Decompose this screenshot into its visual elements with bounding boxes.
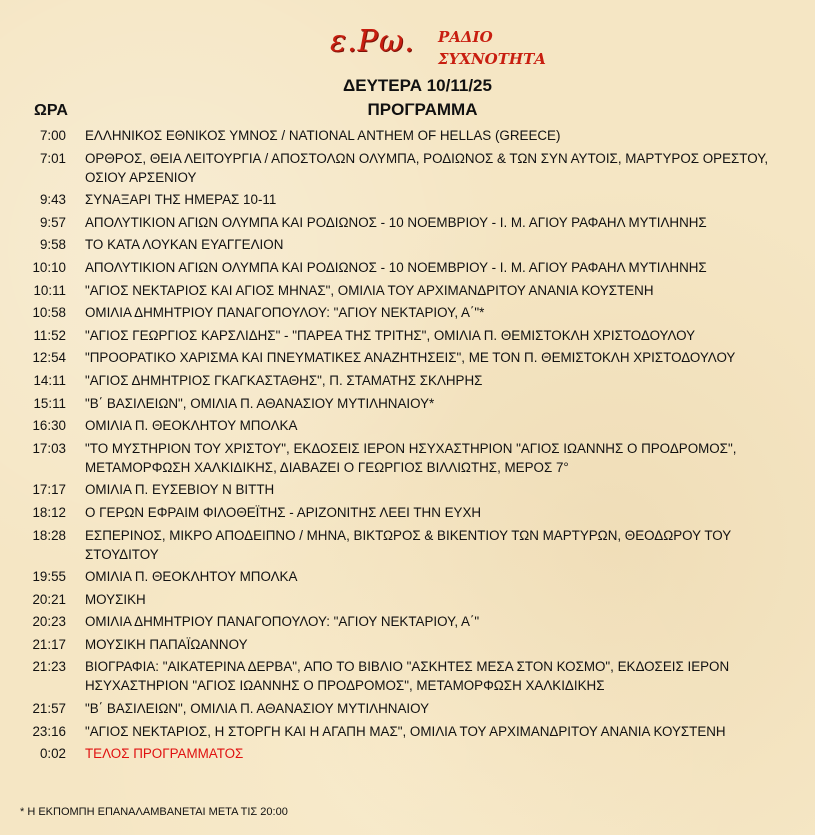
schedule-title: ΤΟ ΚΑΤΑ ΛΟΥΚΑΝ ΕΥΑΓΓΕΛΙΟΝ	[85, 237, 284, 253]
schedule-time: 21:17	[32, 636, 66, 652]
schedule-list	[0, 126, 815, 767]
schedule-title: "ΑΓΙΟΣ ΓΕΩΡΓΙΟΣ ΚΑΡΣΛΙΔΗΣ" - "ΠΑΡΕΑ ΤΗΣ ΤΡΙΤΗΣ", ΟΜΙΛΙΑ Π. ΘΕΜΙΣΤΟΚΛΗ ΧΡΙΣΤΟΔΟΥΛΟΥ	[85, 327, 696, 343]
schedule-time: 9:57	[39, 214, 66, 230]
schedule-row	[0, 348, 815, 367]
schedule-title: ΜΟΥΣΙΚΗ	[85, 591, 146, 607]
schedule-time: 20:21	[32, 591, 66, 607]
schedule-title: "Β΄ ΒΑΣΙΛΕΙΩΝ", ΟΜΙΛΙΑ Π. ΑΘΑΝΑΣΙΟΥ ΜΥΤΙΛΗΝΑΙΟΥ	[85, 701, 430, 717]
schedule-time: 14:11	[33, 372, 66, 388]
schedule-title: ΒΙΟΓΡΑΦΙΑ: "ΑΙΚΑΤΕΡΙΝΑ ΔΕΡΒΑ", ΑΠΟ ΤΟ ΒΙΒΛΙΟ "ΑΣΚΗΤΕΣ ΜΕΣΑ ΣΤΟΝ ΚΟΣΜΟ", ΕΚΔΟΣΕΙΣ ΙΕΡΟΝ ΗΣΥΧΑΣΤΗΡΙΟΝ "ΑΓΙΟΣ ΙΩΑΝΝΗΣ Ο ΠΡΟΔΡΟΜΟΣ", ΜΕΤΑΜΟΡΦΩΣΗ ΧΑΛΚΙΔΙΚΗΣ	[85, 659, 730, 694]
schedule-time: 23:16	[32, 723, 66, 739]
schedule-title: ΑΠΟΛΥΤΙΚΙΟΝ ΑΓΙΩΝ ΟΛΥΜΠΑ ΚΑΙ ΡΟΔΙΩΝΟΣ - 10 ΝΟΕΜΒΡΙΟΥ - Ι. Μ. ΑΓΙΟΥ ΡΑΦΑΗΛ ΜΥΤΙΛΗΝΗΣ	[85, 259, 707, 275]
logo-mark: ε.Ρω.	[330, 24, 415, 59]
schedule-time: 18:28	[32, 527, 66, 543]
schedule-row	[0, 281, 815, 300]
schedule-time: 17:03	[32, 440, 66, 456]
schedule-row	[0, 567, 815, 586]
schedule-time: 21:57	[32, 701, 66, 717]
schedule-row	[0, 394, 815, 413]
schedule-time: 7:00	[39, 128, 66, 143]
schedule-row	[0, 480, 815, 499]
schedule-time: 17:17	[32, 482, 66, 498]
schedule-title: ΟΜΙΛΙΑ Π. ΘΕΟΚΛΗΤΟΥ ΜΠΟΛΚΑ	[85, 418, 298, 434]
schedule-title: "ΑΓΙΟΣ ΔΗΜΗΤΡΙΟΣ ΓΚΑΓΚΑΣΤΑΘΗΣ", Π. ΣΤΑΜΑΤΗΣ ΣΚΛΗΡΗΣ	[85, 372, 483, 388]
hour-column-header: ΩΡΑ	[34, 102, 68, 119]
schedule-row	[0, 190, 815, 209]
schedule-row	[0, 503, 815, 522]
schedule-title: ΕΣΠΕΡΙΝΟΣ, ΜΙΚΡΟ ΑΠΟΔΕΙΠΝΟ / ΜΗΝΑ, ΒΙΚΤΩΡΟΣ & ΒΙΚΕΝΤΙΟΥ ΤΩΝ ΜΑΡΤΥΡΩΝ, ΘΕΟΔΩΡΟΥ ΤΟΥ ΣΤΟΥΔΙΤΟΥ	[85, 527, 731, 562]
schedule-time: 21:23	[32, 659, 66, 675]
schedule-row	[0, 722, 815, 741]
schedule-time: 7:01	[39, 150, 66, 166]
schedule-time: 18:12	[32, 504, 66, 520]
schedule-row	[0, 744, 815, 763]
schedule-title: Ο ΓΕΡΩΝ ΕΦΡΑΙΜ ΦΙΛΟΘΕΪΤΗΣ - ΑΡΙΖΟΝΙΤΗΣ ΛΕΕΙ ΤΗΝ ΕΥΧΗ	[85, 504, 482, 520]
schedule-title: ΟΜΙΛΙΑ ΔΗΜΗΤΡΙΟΥ ΠΑΝΑΓΟΠΟΥΛΟΥ: "ΑΓΙΟΥ ΝΕΚΤΑΡΙΟΥ, Α΄"	[85, 614, 480, 630]
schedule-title: ΟΜΙΛΙΑ ΔΗΜΗΤΡΙΟΥ ΠΑΝΑΓΟΠΟΥΛΟΥ: "ΑΓΙΟΥ ΝΕΚΤΑΡΙΟΥ, Α΄"*	[85, 305, 485, 321]
schedule-time: 10:10	[32, 259, 66, 275]
schedule-row	[0, 416, 815, 435]
schedule-title: "ΤΟ ΜΥΣΤΗΡΙΟΝ ΤΟΥ ΧΡΙΣΤΟΥ", ΕΚΔΟΣΕΙΣ ΙΕΡΟΝ ΗΣΥΧΑΣΤΗΡΙΟΝ "ΑΓΙΟΣ ΙΩΑΝΝΗΣ Ο ΠΡΟΔΡΟΜΟΣ", ΜΕΤΑΜΟΡΦΩΣΗ ΧΑΛΚΙΔΙΚΗΣ, ΔΙΑΒΑΖΕΙ Ο ΓΕΩΡΓΙΟΣ ΒΙΛΛΙΩΤΗΣ, ΜΕΡΟΣ 7°	[85, 440, 737, 475]
schedule-row	[0, 303, 815, 322]
schedule-row	[0, 699, 815, 718]
schedule-row	[0, 326, 815, 345]
schedule-date: ΔΕΥΤΕΡΑ 10/11/25	[343, 76, 492, 95]
schedule-title: ΑΠΟΛΥΤΙΚΙΟΝ ΑΓΙΩΝ ΟΛΥΜΠΑ ΚΑΙ ΡΟΔΙΩΝΟΣ - 10 ΝΟΕΜΒΡΙΟΥ - Ι. Μ. ΑΓΙΟΥ ΡΑΦΑΗΛ ΜΥΤΙΛΗΝΗΣ	[85, 214, 707, 230]
schedule-title: ΟΡΘΡΟΣ, ΘΕΙΑ ΛΕΙΤΟΥΡΓΙΑ / ΑΠΟΣΤΟΛΩΝ ΟΛΥΜΠΑ, ΡΟΔΙΩΝΟΣ & ΤΩΝ ΣΥΝ ΑΥΤΟΙΣ, ΜΑΡΤΥΡΟΣ ΟΡΕΣΤΟΥ, ΟΣΙΟΥ ΑΡΣΕΝΙΟΥ	[85, 150, 769, 185]
schedule-row	[0, 126, 815, 145]
logo-line-radio: ΡΑΔΙΟ	[438, 28, 493, 46]
schedule-time: 0:02	[39, 746, 66, 762]
schedule-time: 15:11	[33, 395, 66, 411]
schedule-title: ΟΜΙΛΙΑ Π. ΘΕΟΚΛΗΤΟΥ ΜΠΟΛΚΑ	[85, 569, 298, 585]
schedule-row	[0, 371, 815, 390]
schedule-row	[0, 612, 815, 631]
schedule-row	[0, 526, 815, 564]
program-end-label: ΤΕΛΟΣ ΠΡΟΓΡΑΜΜΑΤΟΣ	[85, 746, 244, 762]
schedule-time: 9:58	[39, 237, 66, 253]
schedule-title: "ΠΡΟΟΡΑΤΙΚΟ ΧΑΡΙΣΜΑ ΚΑΙ ΠΝΕΥΜΑΤΙΚΕΣ ΑΝΑΖΗΤΗΣΕΙΣ", ΜΕ ΤΟΝ Π. ΘΕΜΙΣΤΟΚΛΗ ΧΡΙΣΤΟΔΟΥΛΟΥ	[85, 350, 736, 366]
schedule-time: 9:43	[39, 192, 66, 208]
logo-line-frequency: ΣΥΧΝΟΤΗΤΑ	[438, 50, 546, 68]
logo-words	[438, 26, 546, 70]
schedule-row	[0, 635, 815, 654]
schedule-time: 19:55	[32, 569, 66, 585]
program-title: ΠΡΟΓΡΑΜΜΑ	[367, 100, 478, 119]
schedule-time: 10:58	[32, 305, 66, 321]
schedule-row	[0, 235, 815, 254]
schedule-title: "Β΄ ΒΑΣΙΛΕΙΩΝ", ΟΜΙΛΙΑ Π. ΑΘΑΝΑΣΙΟΥ ΜΥΤΙΛΗΝΑΙΟΥ*	[85, 395, 435, 411]
schedule-time: 16:30	[32, 418, 66, 434]
schedule-title: ΣΥΝΑΞΑΡΙ ΤΗΣ ΗΜΕΡΑΣ 10-11	[85, 192, 277, 208]
schedule-time: 10:11	[33, 282, 66, 298]
schedule-time: 12:54	[32, 350, 66, 366]
repeat-footnote: * Η ΕΚΠΟΜΠΗ ΕΠΑΝΑΛΑΜΒΑΝΕΤΑΙ ΜΕΤΑ ΤΙΣ 20:00	[20, 806, 288, 818]
schedule-row	[0, 258, 815, 277]
schedule-time: 20:23	[32, 614, 66, 630]
schedule-title: ΜΟΥΣΙΚΗ ΠΑΠΑΪΩΑΝΝΟΥ	[85, 636, 248, 652]
schedule-row	[0, 657, 815, 695]
schedule-row	[0, 213, 815, 232]
schedule-title: "ΑΓΙΟΣ ΝΕΚΤΑΡΙΟΣ, Η ΣΤΟΡΓΗ ΚΑΙ Η ΑΓΑΠΗ ΜΑΣ", ΟΜΙΛΙΑ ΤΟΥ ΑΡΧΙΜΑΝΔΡΙΤΟΥ ΑΝΑΝΙΑ ΚΟΥΣΤΕΝΗ	[85, 723, 726, 739]
schedule-time: 11:52	[33, 327, 66, 343]
schedule-row	[0, 590, 815, 609]
schedule-row	[0, 439, 815, 477]
schedule-title: "ΑΓΙΟΣ ΝΕΚΤΑΡΙΟΣ ΚΑΙ ΑΓΙΟΣ ΜΗΝΑΣ", ΟΜΙΛΙΑ ΤΟΥ ΑΡΧΙΜΑΝΔΡΙΤΟΥ ΑΝΑΝΙΑ ΚΟΥΣΤΕΝΗ	[85, 282, 654, 298]
schedule-title: ΟΜΙΛΙΑ Π. ΕΥΣΕΒΙΟΥ Ν ΒΙΤΤΗ	[85, 482, 275, 498]
schedule-row	[0, 149, 815, 187]
schedule-title: ΕΛΛΗΝΙΚΟΣ ΕΘΝΙΚΟΣ ΥΜΝΟΣ / NATIONAL ANTHEM OF HELLAS (GREECE)	[85, 128, 561, 143]
